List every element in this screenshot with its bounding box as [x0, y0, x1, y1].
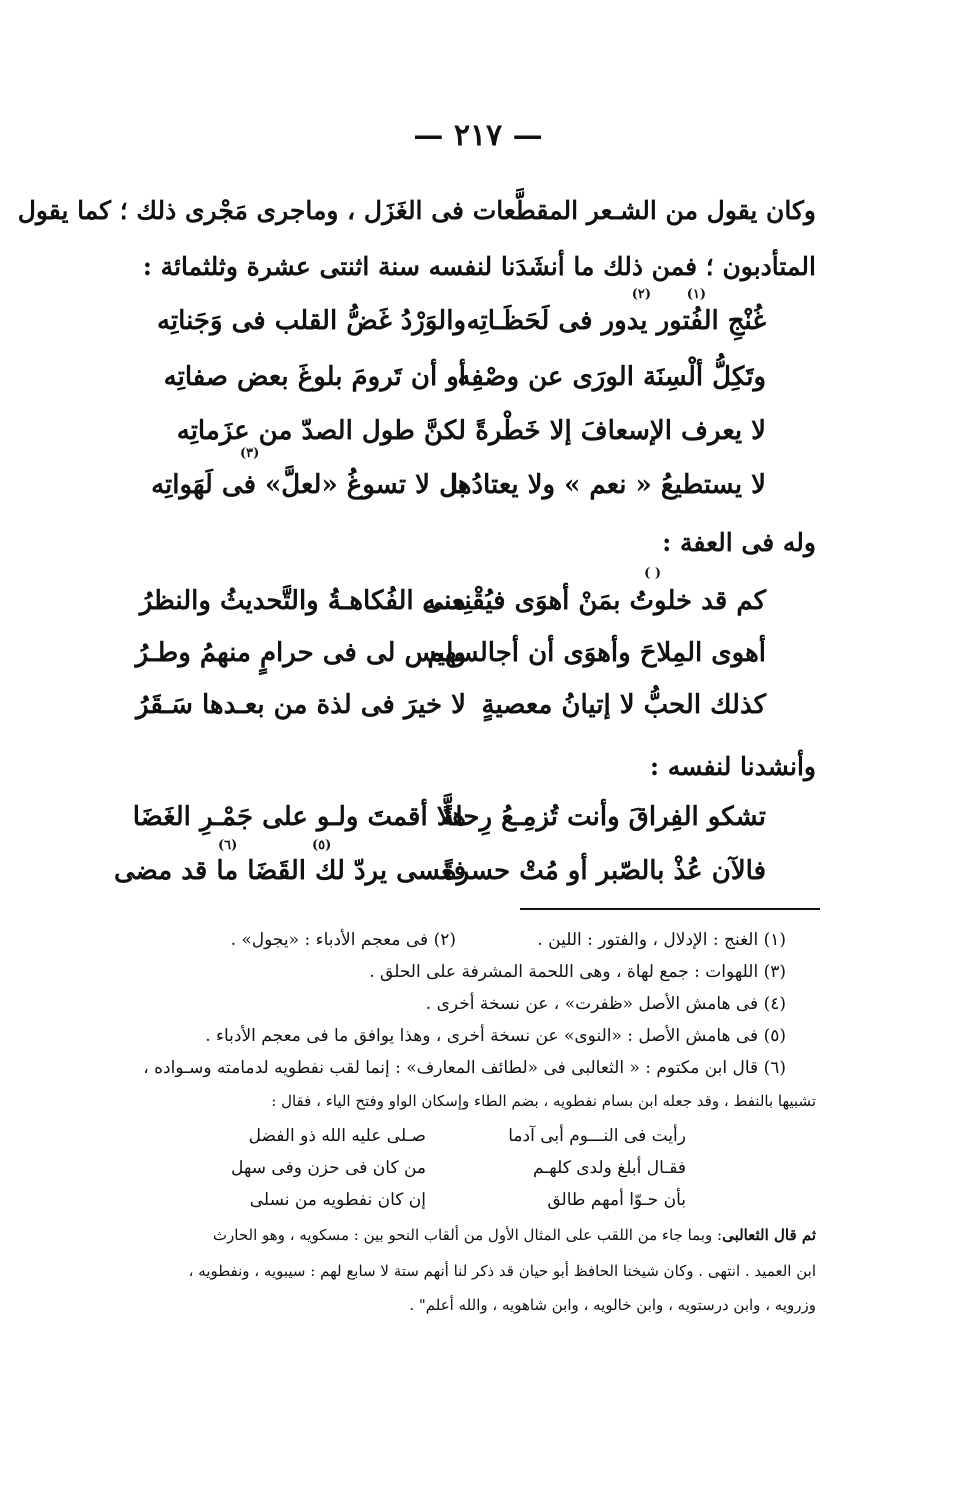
poem1-verse4-left: بل لا تسوغُ «لعلَّ» فى لَهَواتِه: [151, 470, 466, 500]
poem1-verse2-left: أو أن تَرومَ بلوغَ بعض صفاتِه: [163, 362, 466, 392]
closing-line-2: ابن العميد . انتهى . وكان شيخنا الحافظ أبو حيان قد ذكر لنا أنهم ستة لا سابع لهم : سيبويه ، ونفطويه ،: [188, 1262, 816, 1280]
footnote-separator: [520, 908, 820, 910]
poem3-verse1-left: هلَّا أقمتَ ولـو على جَمْـرِ الغَضَا: [132, 802, 466, 832]
footnote-mark-3: (٣): [240, 446, 260, 461]
intro-line-1: وكان يقول من الشـعر المقطَّعات فى الغَزَل ، وماجرى مَجْرى ذلك ؛ كما يقول: [17, 196, 816, 225]
footnote-4: (٤) فى هامش الأصل «ظفرت» ، عن نسخة أخرى .: [425, 994, 786, 1014]
poem3-verse2-right: فالآن عُذْ بالصّبر أو مُتْ حسرةً: [443, 856, 766, 886]
heading-recited: وأنشدنا لنفسه :: [649, 752, 816, 781]
fn-poem-verse3-right: بأن حـوّا أمهم طالق: [547, 1190, 686, 1210]
closing-line-3: وزرويه ، وابن درستويه ، وابن خالويه ، وابن شاهويه ، والله أعلم" .: [409, 1296, 816, 1314]
footnote-1: (١) الغنج : الإدلال ، والفتور : اللين .: [537, 930, 786, 950]
footnote-3: (٣) اللهوات : جمع لهاة ، وهى اللحمة المشرفة على الحلق .: [369, 962, 786, 982]
footnote-6: (٦) قال ابن مكتوم : « الثعالبى فى «لطائف المعارف» : إنما لقب نفطويه لدمامته وسـواده ،: [143, 1058, 786, 1078]
footnote-mark-6: (٦): [218, 838, 238, 853]
poem2-verse1-left: منـه الفُكاهـةُ والتَّحديثُ والنظرُ: [139, 586, 466, 616]
footnote-2: (٢) فى معجم الأدباء : «يجول» .: [230, 930, 456, 950]
footnote-mark-5: (٥): [312, 838, 332, 853]
poem1-verse3-right: لا يعرف الإسعافَ إلا خَطْرةً: [475, 416, 766, 446]
fn-poem-verse3-left: إن كان نفطويه من نسلى: [249, 1190, 426, 1210]
footnote-mark-4: ( ): [644, 566, 661, 581]
heading-chastity: وله فى العفة :: [662, 528, 816, 557]
poem1-verse3-left: لكنَّ طول الصدّ من عزَماتِه: [176, 416, 466, 446]
footnote-mark-1: (١): [686, 287, 706, 302]
poem2-verse2-right: أهوى المِلاحَ وأهوَى أن أجالسهم: [427, 638, 766, 668]
poem2-verse3-left: لا خيرَ فى لذة من بعـدها سَـقَرُ: [136, 690, 466, 720]
poem3-verse1-right: تشكو الفِراقَ وأنت تُزمِـعُ رِحلةً: [440, 802, 766, 832]
poem1-verse1-right: غُنْجِ الفُتور يدور فى لَحَظَـاتِه: [466, 306, 766, 336]
fn-poem-verse1-right: رأيت فى النـــوم أبى آدما: [508, 1126, 686, 1146]
poem2-verse2-left: وليس لى فى حرامٍ منهمُ وطـرُ: [135, 638, 466, 668]
page-number: — ٢١٧ —: [413, 118, 543, 153]
footnote-5: (٥) فى هامش الأصل : «النوى» عن نسخة أخرى ، وهذا يوافق ما فى معجم الأدباء .: [205, 1026, 786, 1046]
closing-line-1: [213, 1226, 816, 1244]
poem1-verse1-left: والوَرْدُ غَضُّ القلب فى وَجَناتِه: [156, 306, 466, 336]
poem1-verse4-right: لا يستطيعُ « نعم » ولا يعتادُها: [449, 470, 766, 500]
fn-poem-verse1-left: صـلى عليه الله ذو الفضل: [248, 1126, 426, 1146]
fn-poem-verse2-right: فقـال أبلغ ولدى كلهـم: [532, 1158, 686, 1178]
closing-line-1-text: : وبما جاء من اللقب على المثال الأول من ألقاب النحو بين : مسكويه ، وهو الحارث: [212, 1226, 723, 1244]
intro-line-2: المتأدبون ؛ فمن ذلك ما أنشَدَنا لنفسه سنة اثنتى عشرة وثلثمائة :: [142, 252, 816, 281]
poem3-verse2-left: فعسى يردّ لك القَضَا ما قد مضى: [114, 856, 466, 886]
closing-lead: ثم قال الثعالبى: [722, 1226, 816, 1244]
poem2-verse1-right: كم قد خلوتُ بمَنْ أهوَى فيُقْنِعنى: [422, 586, 766, 616]
fn-poem-verse2-left: من كان فى حزن وفى سهل: [231, 1158, 426, 1178]
footnote-6-continued: تشبيها بالنفط ، وقد جعله ابن بسام نفطويه ، بضم الطاء وإسكان الواو وفتح الياء ، فقال :: [271, 1092, 816, 1110]
footnote-mark-2: (٢): [631, 287, 651, 302]
poem1-verse2-right: وتَكِلُّ ألْسِنَة الورَى عن وصْفِه: [457, 362, 766, 392]
poem2-verse3-right: كذلك الحبُّ لا إتيانُ معصيةٍ: [481, 690, 766, 720]
